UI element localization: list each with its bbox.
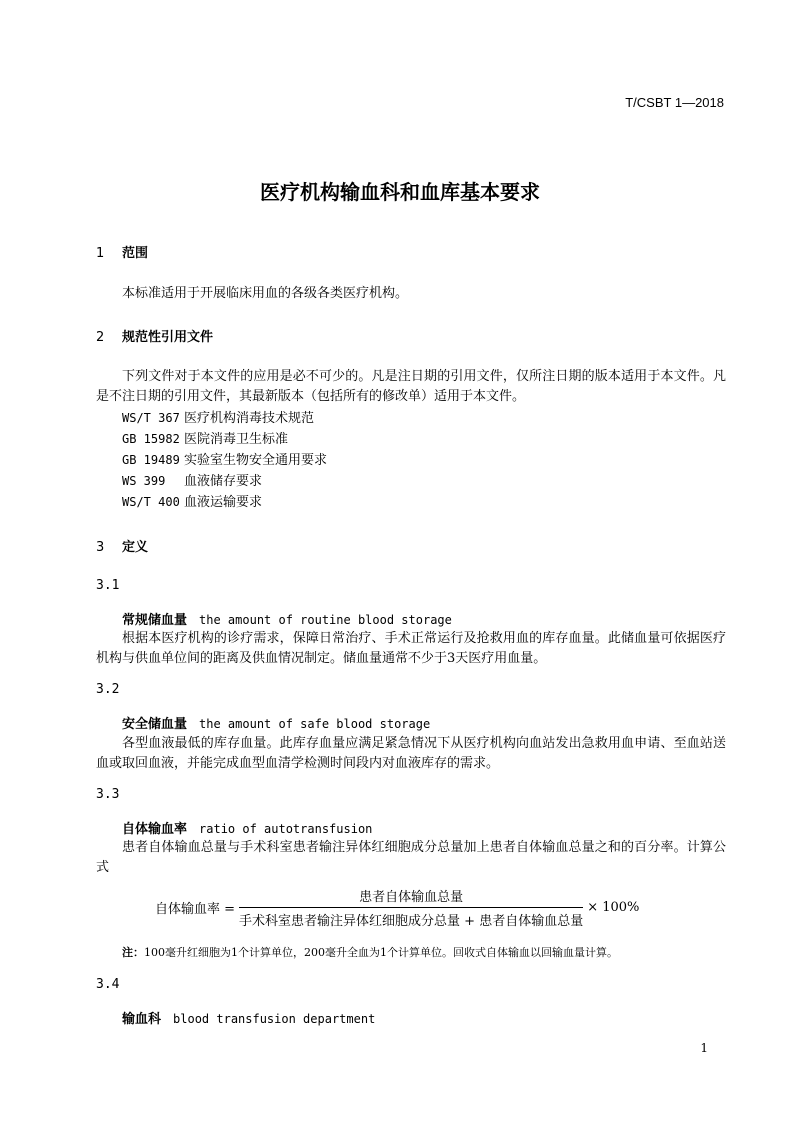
section-number: 1 xyxy=(96,246,105,261)
reference-item xyxy=(122,429,327,450)
reference-title: 实验室生物安全通用要求 xyxy=(184,453,328,468)
term-chinese: 常规储血量 xyxy=(122,613,188,628)
term-english: the amount of routine blood storage xyxy=(199,613,452,627)
reference-title: 医院消毒卫生标准 xyxy=(184,432,289,447)
reference-code: GB 19489 xyxy=(122,453,180,467)
subsection-number: 3.1 xyxy=(96,578,120,593)
section-heading-definitions xyxy=(96,536,148,555)
note xyxy=(122,944,618,960)
term-english: the amount of safe blood storage xyxy=(199,717,431,731)
scope-paragraph: 本标准适用于开展临床用血的各级各类医疗机构。 xyxy=(122,286,409,301)
reference-item xyxy=(122,492,327,513)
section-number: 2 xyxy=(96,330,105,345)
reference-title: 医疗机构消毒技术规范 xyxy=(184,411,315,426)
formula-numerator: 患者自体输血总量 xyxy=(359,890,464,905)
section-heading-references xyxy=(96,326,213,345)
note-label: 注： xyxy=(122,946,144,959)
definition-text: 患者自体输血总量与手术科室患者输注异体红细胞成分总量加上患者自体输血总量之和的百分率。计算公式 xyxy=(96,840,726,875)
reference-item xyxy=(122,408,327,429)
reference-title: 血液储存要求 xyxy=(184,474,263,489)
reference-code: GB 15982 xyxy=(122,432,180,446)
reference-code: WS 399 xyxy=(122,474,166,488)
reference-code: WS/T 400 xyxy=(122,495,180,509)
term-chinese: 自体输血率 xyxy=(122,822,188,837)
reference-list xyxy=(122,408,327,513)
subsection-number: 3.2 xyxy=(96,682,120,697)
definition-term xyxy=(122,1008,375,1027)
document-id: T/CSBT 1—2018 xyxy=(625,95,724,110)
note-text: 100毫升红细胞为1个计算单位，200毫升全血为1个计算单位。回收式自体输血以回输血量计算。 xyxy=(144,946,618,959)
section-title: 规范性引用文件 xyxy=(122,330,214,345)
subsection-number: 3.4 xyxy=(96,977,120,992)
reference-code: WS/T 367 xyxy=(122,411,180,425)
subsection-number: 3.3 xyxy=(96,787,120,802)
formula-denominator: 手术科室患者输注异体红细胞成分总量 + 患者自体输血总量 xyxy=(239,914,584,929)
formula-fraction xyxy=(239,886,583,929)
section-number: 3 xyxy=(96,540,105,555)
definition-term xyxy=(122,818,372,837)
term-chinese: 安全储血量 xyxy=(122,717,188,732)
term-english: blood transfusion department xyxy=(173,1012,376,1026)
reference-item xyxy=(122,450,327,471)
formula xyxy=(155,886,639,929)
page-title: 医疗机构输血科和血库基本要求 xyxy=(260,180,540,204)
reference-item xyxy=(122,471,327,492)
page-number: 1 xyxy=(700,1041,708,1055)
reference-title: 血液运输要求 xyxy=(184,495,263,510)
section-title: 范围 xyxy=(122,246,149,261)
term-chinese: 输血科 xyxy=(122,1012,162,1027)
formula-rhs: × 100% xyxy=(587,900,640,915)
section-title: 定义 xyxy=(122,540,149,555)
section-heading-scope xyxy=(96,242,148,261)
definition-term xyxy=(122,713,430,732)
definition-term xyxy=(122,609,452,628)
definition-text: 各型血液最低的库存血量。此库存血量应满足紧急情况下从医疗机构向血站发出急救用血申请、至血站送血或取回血液，并能完成血型血清学检测时间段内对血液库存的需求。 xyxy=(96,736,726,771)
definition-text: 根据本医疗机构的诊疗需求，保障日常治疗、手术正常运行及抢救用血的库存血量。此储血量可依据医疗机构与供血单位间的距离及供血情况制定。储血量通常不少于3天医疗用血量。 xyxy=(96,631,726,666)
formula-lhs: 自体输血率 = xyxy=(155,902,236,917)
term-english: ratio of autotransfusion xyxy=(199,822,373,836)
references-paragraph: 下列文件对于本文件的应用是必不可少的。凡是注日期的引用文件，仅所注日期的版本适用于本文件。凡是不注日期的引用文件，其最新版本（包括所有的修改单）适用于本文件。 xyxy=(96,369,726,404)
